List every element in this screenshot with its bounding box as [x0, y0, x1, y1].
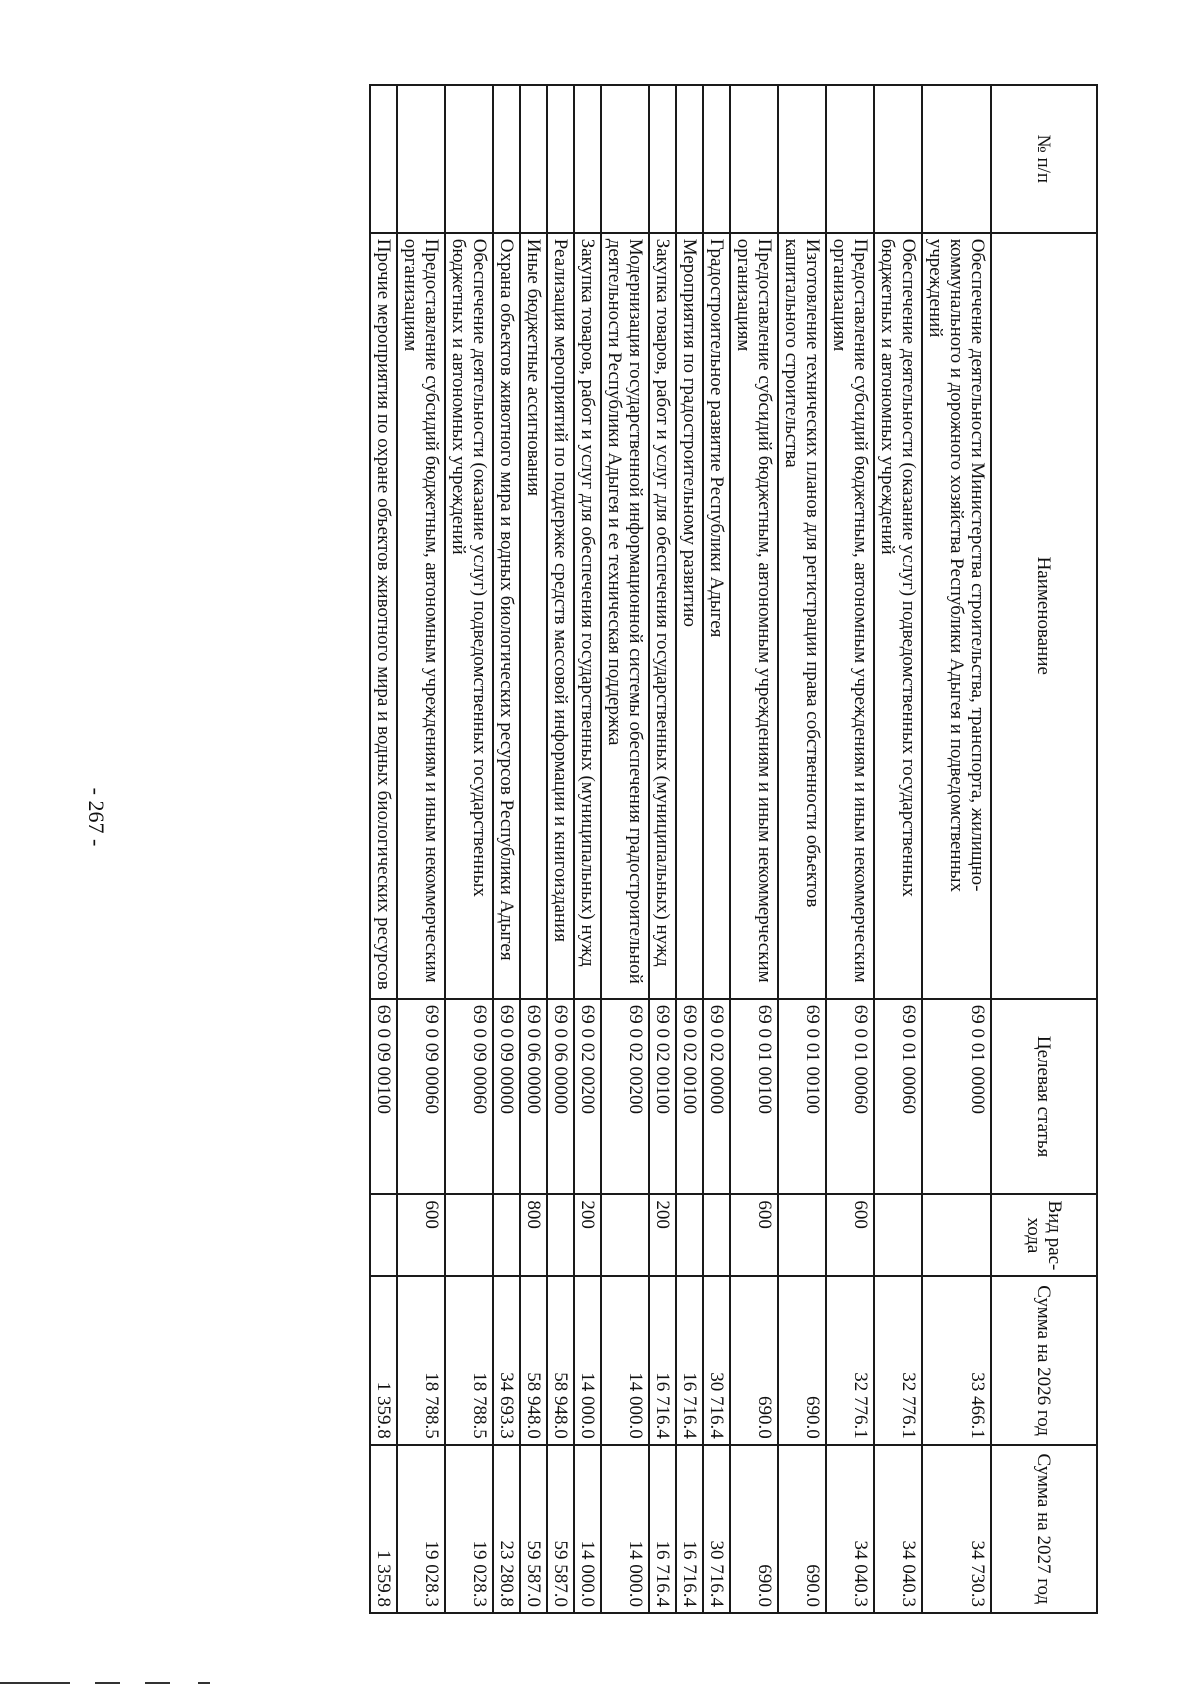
cell-sum-2027: 59 587.0	[547, 1445, 574, 1613]
page-number: - 267 -	[84, 787, 109, 847]
table-row	[922, 85, 991, 1613]
cell-target-code: 69 0 01 00100	[730, 999, 778, 1195]
cell-sum-2027: 1 359.8	[370, 1445, 397, 1613]
cell-name: Охрана объектов животного мира и водных биологических ресурсов Республики Адыгея	[493, 233, 520, 999]
cell-num	[370, 85, 397, 233]
cell-sum-2026: 1 359.8	[370, 1276, 397, 1444]
header-sum-2027: Сумма на 2027 год	[991, 1445, 1097, 1613]
cell-target-code: 69 0 09 00060	[445, 999, 493, 1195]
cell-sum-2026: 32 776.1	[826, 1276, 874, 1444]
table-row	[826, 85, 874, 1613]
scan-edge-mark	[95, 1682, 120, 1684]
table-row	[778, 85, 826, 1613]
scan-edge-mark	[145, 1682, 170, 1684]
cell-name: Обеспечение деятельности (оказание услуг) подведомственных государственных бюджетных и автономных учреждений	[874, 233, 922, 999]
cell-expense-type: 600	[826, 1194, 874, 1276]
rotated-table-container	[108, 84, 1098, 1614]
cell-sum-2026: 33 466.1	[922, 1276, 991, 1444]
cell-sum-2027: 34 040.3	[874, 1445, 922, 1613]
cell-target-code: 69 0 06 00000	[547, 999, 574, 1195]
cell-sum-2026: 690.0	[730, 1276, 778, 1444]
cell-name: Иные бюджетные ассигнования	[520, 233, 547, 999]
cell-expense-type	[445, 1194, 493, 1276]
cell-expense-type: 600	[397, 1194, 445, 1276]
table-row	[730, 85, 778, 1613]
cell-sum-2027: 59 587.0	[520, 1445, 547, 1613]
table-header-row	[991, 85, 1097, 1613]
table-row	[676, 85, 703, 1613]
cell-target-code: 69 0 02 00100	[676, 999, 703, 1195]
cell-target-code: 69 0 02 00100	[649, 999, 676, 1195]
cell-num	[493, 85, 520, 233]
cell-sum-2026: 14 000.0	[601, 1276, 649, 1444]
budget-table	[369, 84, 1098, 1614]
cell-expense-type	[703, 1194, 730, 1276]
cell-expense-type	[874, 1194, 922, 1276]
cell-num	[547, 85, 574, 233]
cell-sum-2027: 34 040.3	[826, 1445, 874, 1613]
cell-num	[397, 85, 445, 233]
cell-sum-2027: 690.0	[778, 1445, 826, 1613]
cell-name: Закупка товаров, работ и услуг для обеспечения государственных (муниципальных) нужд	[649, 233, 676, 999]
cell-target-code: 69 0 09 00000	[493, 999, 520, 1195]
cell-expense-type	[778, 1194, 826, 1276]
scan-edge-mark	[0, 1682, 70, 1684]
cell-sum-2026: 18 788.5	[397, 1276, 445, 1444]
cell-name: Прочие мероприятия по охране объектов животного мира и водных биологических ресурсов	[370, 233, 397, 999]
cell-num	[676, 85, 703, 233]
cell-expense-type: 800	[520, 1194, 547, 1276]
cell-sum-2026: 58 948.0	[547, 1276, 574, 1444]
cell-target-code: 69 0 01 00060	[874, 999, 922, 1195]
table-row	[874, 85, 922, 1613]
cell-num	[874, 85, 922, 233]
table-row	[703, 85, 730, 1613]
table-body	[370, 85, 991, 1613]
cell-num	[703, 85, 730, 233]
table-row	[520, 85, 547, 1613]
header-sum-2026: Сумма на 2026 год	[991, 1276, 1097, 1444]
header-num: № п/п	[991, 85, 1097, 233]
cell-target-code: 69 0 02 00200	[574, 999, 601, 1195]
cell-expense-type	[370, 1194, 397, 1276]
cell-sum-2027: 19 028.3	[445, 1445, 493, 1613]
table-row	[601, 85, 649, 1613]
cell-sum-2026: 14 000.0	[574, 1276, 601, 1444]
cell-expense-type: 200	[574, 1194, 601, 1276]
table-row	[547, 85, 574, 1613]
cell-sum-2027: 19 028.3	[397, 1445, 445, 1613]
cell-num	[574, 85, 601, 233]
cell-expense-type	[601, 1194, 649, 1276]
cell-name: Предоставление субсидий бюджетным, автономным учреждениям и иным некоммерческим организациям	[826, 233, 874, 999]
header-code: Целевая статья	[991, 999, 1097, 1195]
cell-target-code: 69 0 02 00000	[703, 999, 730, 1195]
cell-name: Реализация мероприятий по поддержке средств массовой информации и книгоиздания	[547, 233, 574, 999]
cell-sum-2027: 14 000.0	[574, 1445, 601, 1613]
scan-edge-mark	[198, 1682, 210, 1684]
cell-name: Предоставление субсидий бюджетным, автономным учреждениям и иным некоммерческим организациям	[397, 233, 445, 999]
cell-sum-2026: 32 776.1	[874, 1276, 922, 1444]
cell-name: Модернизация государственной информационной системы обеспечения градостроительной деятельности Республики Адыгея и ее техническая поддержка	[601, 233, 649, 999]
cell-sum-2027: 14 000.0	[601, 1445, 649, 1613]
table-row	[445, 85, 493, 1613]
cell-expense-type	[493, 1194, 520, 1276]
cell-sum-2026: 34 693.3	[493, 1276, 520, 1444]
cell-expense-type	[676, 1194, 703, 1276]
cell-target-code: 69 0 01 00060	[826, 999, 874, 1195]
cell-sum-2027: 16 716.4	[676, 1445, 703, 1613]
cell-name: Изготовление технических планов для регистрации права собственности объектов капитального строительства	[778, 233, 826, 999]
table-row	[370, 85, 397, 1613]
cell-name: Обеспечение деятельности Министерства строительства, транспорта, жилищно-коммунального и дорожного хозяйства Республики Адыгея и подведомственных учреждений	[922, 233, 991, 999]
cell-target-code: 69 0 09 00100	[370, 999, 397, 1195]
table-row	[649, 85, 676, 1613]
cell-target-code: 69 0 01 00000	[922, 999, 991, 1195]
cell-sum-2026: 690.0	[778, 1276, 826, 1444]
cell-name: Предоставление субсидий бюджетным, автономным учреждениям и иным некоммерческим организациям	[730, 233, 778, 999]
cell-num	[445, 85, 493, 233]
table-row	[397, 85, 445, 1613]
cell-num	[922, 85, 991, 233]
cell-name: Мероприятия по градостроительному развитию	[676, 233, 703, 999]
cell-num	[730, 85, 778, 233]
cell-expense-type: 200	[649, 1194, 676, 1276]
cell-expense-type	[922, 1194, 991, 1276]
cell-name: Градостроительное развитие Республики Адыгея	[703, 233, 730, 999]
table-row	[493, 85, 520, 1613]
cell-target-code: 69 0 02 00200	[601, 999, 649, 1195]
cell-sum-2026: 30 716.4	[703, 1276, 730, 1444]
header-name: Наименование	[991, 233, 1097, 999]
cell-sum-2026: 58 948.0	[520, 1276, 547, 1444]
header-vid: Вид рас-хода	[991, 1194, 1097, 1276]
cell-sum-2026: 18 788.5	[445, 1276, 493, 1444]
cell-sum-2026: 16 716.4	[649, 1276, 676, 1444]
cell-expense-type	[547, 1194, 574, 1276]
cell-sum-2027: 16 716.4	[649, 1445, 676, 1613]
cell-num	[601, 85, 649, 233]
cell-name: Закупка товаров, работ и услуг для обеспечения государственных (муниципальных) нужд	[574, 233, 601, 999]
cell-num	[520, 85, 547, 233]
cell-target-code: 69 0 01 00100	[778, 999, 826, 1195]
cell-target-code: 69 0 06 00000	[520, 999, 547, 1195]
cell-name: Обеспечение деятельности (оказание услуг) подведомственных государственных бюджетных и автономных учреждений	[445, 233, 493, 999]
cell-sum-2026: 16 716.4	[676, 1276, 703, 1444]
cell-sum-2027: 34 730.3	[922, 1445, 991, 1613]
cell-num	[826, 85, 874, 233]
cell-sum-2027: 690.0	[730, 1445, 778, 1613]
cell-num	[778, 85, 826, 233]
table-row	[574, 85, 601, 1613]
cell-expense-type: 600	[730, 1194, 778, 1276]
cell-sum-2027: 30 716.4	[703, 1445, 730, 1613]
cell-sum-2027: 23 280.8	[493, 1445, 520, 1613]
cell-target-code: 69 0 09 00060	[397, 999, 445, 1195]
cell-num	[649, 85, 676, 233]
